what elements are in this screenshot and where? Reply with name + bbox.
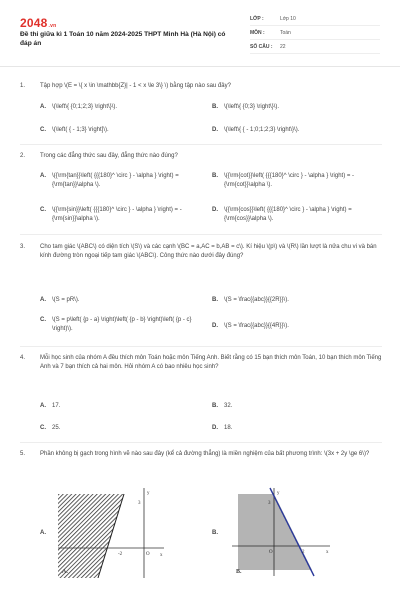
option-letter: B. [212, 530, 218, 536]
option-text: \(S = \frac{{abc}}{{4R}}\). [224, 323, 289, 329]
question-text: Phần không bị gạch trong hình vẽ nào sau đây (kể cả đường thẳng) là miền nghiệm của bất phương trình: \(3x + 2y \ge 6\)? [40, 451, 370, 457]
meta-value-socau: 22 [280, 43, 286, 50]
option-text: \(S = pR\). [52, 297, 80, 303]
q2-option-d[interactable] [212, 206, 382, 223]
q2-option-b[interactable] [212, 172, 382, 189]
option-letter: C. [40, 317, 46, 323]
x-axis-label: x [160, 553, 163, 558]
origin-label: O [146, 552, 150, 557]
question-text: Tập hợp \(E = \{ x \in \mathbb{Z}| - 1 < x \le 3\} \) bằng tập nào sau đây? [40, 83, 231, 89]
q2-option-c[interactable] [40, 206, 200, 223]
document-header [0, 0, 400, 67]
meta-label-mon: MÔN : [250, 29, 265, 36]
question-2 [20, 152, 382, 161]
option-letter: A. [40, 403, 46, 409]
question-number: 2. [20, 153, 26, 159]
question-number: 1. [20, 83, 26, 89]
logo-suffix: .vn [48, 23, 57, 29]
q1-option-c[interactable] [40, 126, 190, 135]
q2-option-a[interactable] [40, 172, 200, 189]
hatched-region [238, 494, 312, 570]
question-text: Trong các đẳng thức sau đây, đẳng thức nào đúng? [40, 153, 178, 159]
hatched-region [58, 494, 124, 578]
y-axis-label: y [147, 491, 150, 496]
question-3 [20, 243, 382, 261]
meta-value-lop: Lớp 10 [280, 15, 296, 22]
divider [20, 346, 382, 347]
option-text: \(S = p\left( {p - a} \right)\left( {p - b} \right)\left( {p - c} \right)\). [52, 317, 192, 332]
site-logo[interactable] [20, 16, 56, 30]
question-number: 4. [20, 355, 26, 361]
q1-option-a[interactable] [40, 103, 190, 112]
q1-option-b[interactable] [212, 103, 382, 112]
q4-option-a[interactable] [40, 402, 190, 411]
option-text: \({\rm{sin}}\left( {{{180}^ \circ } - \alpha } \right) = - {\rm{sin}}\alpha \). [52, 207, 182, 222]
option-letter: D. [212, 323, 218, 329]
option-letter: A. [40, 104, 46, 110]
q3-option-c[interactable] [40, 316, 200, 333]
option-text: 32. [224, 403, 233, 409]
question-number: 3. [20, 244, 26, 250]
question-4 [20, 354, 382, 372]
q3-option-d[interactable] [212, 322, 382, 331]
meta-row-socau [250, 40, 380, 54]
figure-b-caption: B. [236, 569, 242, 575]
figure-a [58, 486, 168, 578]
option-letter: B. [212, 173, 218, 179]
x-tick-label: 2 [302, 550, 305, 555]
option-text: \({\rm{tan}}\left( {{{180}^ \circ } - \alpha } \right) = {\rm{tan}}\alpha \). [52, 173, 179, 188]
divider [20, 234, 382, 235]
question-text: Mỗi học sinh của nhóm A đều thích môn Toán hoặc môn Tiếng Anh. Biết rằng có 15 bạn thích môn Toán, 10 bạn thích môn Tiếng Anh và 7 bạn thích cả hai môn. Hỏi nhóm A có bao nhiêu học sinh? [40, 355, 382, 370]
q1-option-d[interactable] [212, 126, 382, 135]
meta-value-mon: Toán [280, 29, 291, 36]
option-text: 25. [52, 425, 61, 431]
meta-label-socau: SỐ CÂU : [250, 43, 273, 50]
option-text: \(\left( { - 1;3} \right]\). [52, 127, 109, 133]
option-letter: D. [212, 127, 218, 133]
q4-option-c[interactable] [40, 424, 190, 433]
option-letter: D. [212, 207, 218, 213]
question-number: 5. [20, 451, 26, 457]
option-text: 17. [52, 403, 61, 409]
option-letter: A. [40, 530, 46, 536]
exam-title: Đề thi giữa kì 1 Toán 10 năm 2024-2025 THPT Minh Hà (Hà Nội) có đáp án [20, 31, 226, 47]
option-letter: B. [212, 297, 218, 303]
meta-row-lop [250, 12, 380, 26]
option-letter: B. [212, 403, 218, 409]
option-letter: B. [212, 104, 218, 110]
q4-option-d[interactable] [212, 424, 362, 433]
q3-option-b[interactable] [212, 296, 382, 305]
option-text: 18. [224, 425, 233, 431]
option-letter: A. [40, 297, 46, 303]
option-text: \(\left\{ { - 1;0;1;2;3} \right\}\). [224, 127, 300, 133]
option-text: \({\rm{cot}}\left( {{{180}^ \circ } - \alpha } \right) = - {\rm{cot}}\alpha \). [224, 173, 355, 188]
option-text: \(\left\{ {0;1;2;3} \right\}\). [52, 104, 118, 110]
x-axis-label: x [326, 550, 329, 555]
question-text: Cho tam giác \(ABC\) có diện tích \(S\) và các cạnh \(BC = a,AC = b,AB = c\). Kí hiệu \(p\) và \(R\) lần lượt là nửa chu vi và bán kính đường tròn ngoại tiếp tam giác \(ABC\). Công thức nào dưới đây đúng? [40, 244, 377, 259]
option-letter: D. [212, 425, 218, 431]
option-text: \(S = \frac{{abc}}{{2R}}\). [224, 297, 289, 303]
figure-a-caption: A. [62, 569, 68, 575]
option-text: \({\rm{cos}}\left( {{{180}^ \circ } - \alpha } \right) = {\rm{cos}}\alpha \). [224, 207, 352, 222]
origin-label: O [269, 550, 273, 555]
divider [20, 442, 382, 443]
y-tick-label: 3 [268, 501, 271, 506]
question-5 [20, 450, 382, 459]
q4-option-b[interactable] [212, 402, 362, 411]
x-tick-label: -2 [118, 552, 123, 557]
logo-text: 2048 [20, 16, 48, 30]
exam-meta [250, 12, 380, 54]
option-letter: C. [40, 425, 46, 431]
y-tick-label: 3 [138, 501, 141, 506]
option-letter: C. [40, 207, 46, 213]
meta-row-mon [250, 26, 380, 40]
q3-option-a[interactable] [40, 296, 200, 305]
option-letter: A. [40, 173, 46, 179]
meta-label-lop: LỚP : [250, 15, 264, 22]
option-letter: C. [40, 127, 46, 133]
y-axis-label: y [277, 491, 280, 496]
figure-b [232, 486, 332, 578]
question-1 [20, 82, 382, 91]
divider [20, 144, 382, 145]
option-text: \(\left\{ {0;3} \right\}\). [224, 104, 280, 110]
